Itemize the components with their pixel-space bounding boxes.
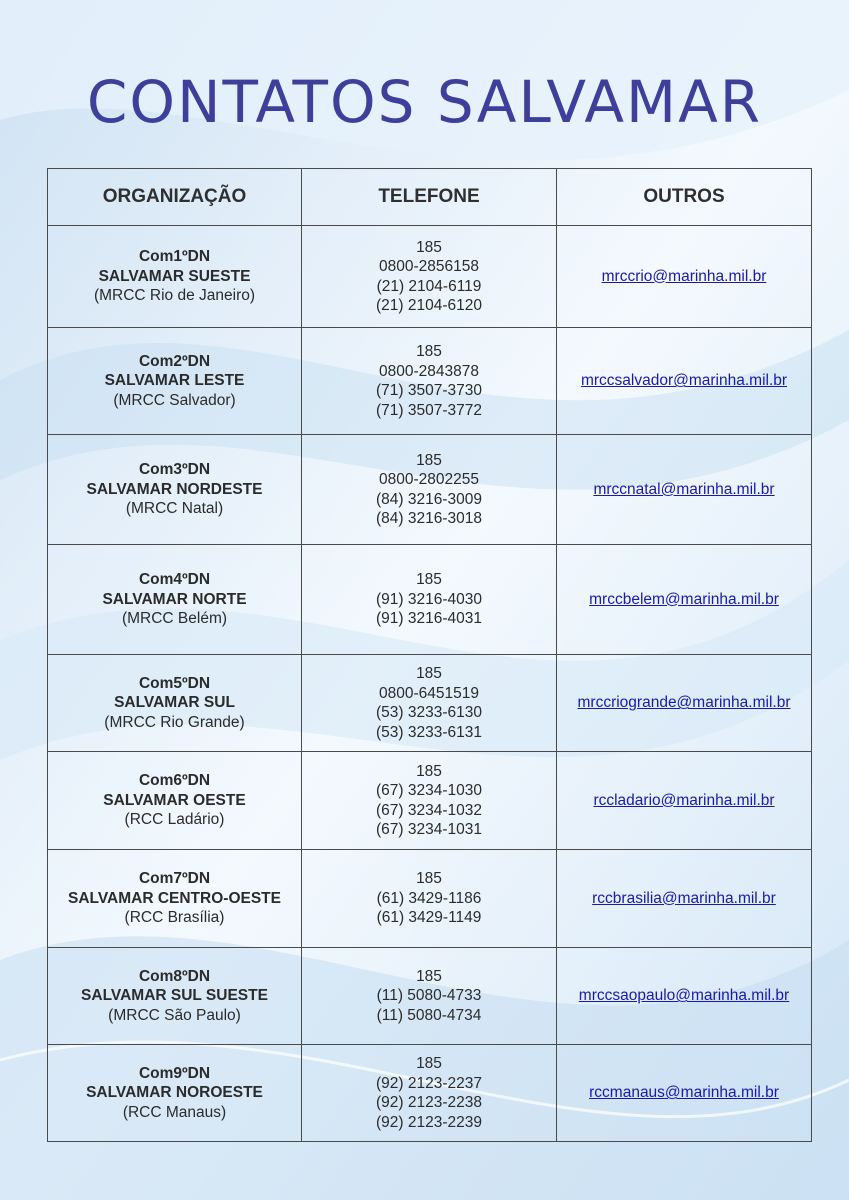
organization-code: Com9ºDN xyxy=(138,1064,211,1082)
phone-number: (21) 2104-6120 xyxy=(376,297,482,314)
phone-number: 185 xyxy=(416,343,442,360)
header-row xyxy=(48,169,812,226)
header-organization: ORGANIZAÇÃO xyxy=(48,169,302,226)
table-row xyxy=(48,545,812,655)
organization-name: SALVAMAR SUL SUESTE xyxy=(81,987,268,1005)
organization-note: (RCC Manaus) xyxy=(122,1103,227,1121)
email-link[interactable]: mrccsalvador@marinha.mil.br xyxy=(580,372,788,390)
organization-note: (RCC Brasília) xyxy=(124,909,225,927)
header-other: OUTROS xyxy=(557,169,812,226)
phone-number: 185 xyxy=(416,238,442,256)
phone-number: 185 xyxy=(416,967,442,985)
email-link[interactable]: rccladario@marinha.mil.br xyxy=(593,791,775,809)
organization-cell xyxy=(48,850,302,948)
email-link[interactable]: mrccrio@marinha.mil.br xyxy=(601,267,767,285)
phone-number: (92) 2123-2239 xyxy=(376,1113,482,1131)
table-row xyxy=(48,1045,812,1142)
organization-code: Com6ºDN xyxy=(138,772,211,790)
phone-cell xyxy=(302,226,557,328)
organization-cell xyxy=(48,226,302,328)
phone-number: 185 xyxy=(416,451,442,469)
phone-number: 185 xyxy=(416,762,442,780)
organization-cell xyxy=(48,435,302,545)
organization-code: Com3ºDN xyxy=(138,461,211,479)
phone-number: (67) 3234-1031 xyxy=(376,821,482,838)
other-cell xyxy=(557,752,812,850)
contacts-table xyxy=(47,168,812,1142)
other-cell xyxy=(557,435,812,545)
organization-name: SALVAMAR NORTE xyxy=(102,590,247,608)
phone-number: (92) 2123-2238 xyxy=(376,1094,482,1111)
table-row xyxy=(48,655,812,752)
table-row xyxy=(48,328,812,435)
page-title: CONTATOS SALVAMAR xyxy=(86,68,763,136)
phone-number: (71) 3507-3772 xyxy=(376,401,482,419)
email-link[interactable]: mrccnatal@marinha.mil.br xyxy=(593,480,775,498)
organization-note: (RCC Ladário) xyxy=(124,811,225,829)
phone-number: 185 xyxy=(416,665,442,682)
organization-code: Com5ºDN xyxy=(138,674,211,692)
organization-name: SALVAMAR NOROESTE xyxy=(86,1084,263,1102)
phone-cell xyxy=(302,435,557,545)
phone-number: (11) 5080-4733 xyxy=(376,987,482,1005)
phone-number: (61) 3429-1149 xyxy=(376,909,482,927)
phone-number: (61) 3429-1186 xyxy=(376,889,482,907)
phone-number: (67) 3234-1030 xyxy=(376,782,482,799)
email-link[interactable]: mrccbelem@marinha.mil.br xyxy=(589,590,779,608)
phone-number: 185 xyxy=(416,1055,442,1072)
phone-number: (67) 3234-1032 xyxy=(376,801,482,819)
organization-code: Com1ºDN xyxy=(138,248,211,266)
table-row xyxy=(48,948,812,1045)
phone-cell xyxy=(302,655,557,752)
phone-number: (92) 2123-2237 xyxy=(376,1074,482,1092)
organization-code: Com2ºDN xyxy=(138,352,211,370)
phone-number: 0800-2843878 xyxy=(379,362,479,380)
phone-number: (71) 3507-3730 xyxy=(376,382,482,399)
organization-name: SALVAMAR SUESTE xyxy=(98,267,251,285)
organization-code: Com4ºDN xyxy=(138,571,211,589)
organization-cell xyxy=(48,655,302,752)
table-row xyxy=(48,435,812,545)
organization-cell xyxy=(48,545,302,655)
phone-cell xyxy=(302,545,557,655)
organization-note: (MRCC Rio Grande) xyxy=(104,713,245,731)
organization-cell xyxy=(48,752,302,850)
organization-code: Com7ºDN xyxy=(138,870,211,888)
organization-note: (MRCC Salvador) xyxy=(113,391,236,409)
phone-number: 0800-2802255 xyxy=(379,471,479,488)
organization-name: SALVAMAR CENTRO-OESTE xyxy=(68,889,281,907)
phone-number: (84) 3216-3009 xyxy=(376,490,482,508)
email-link[interactable]: mrccsaopaulo@marinha.mil.br xyxy=(578,987,790,1005)
other-cell xyxy=(557,655,812,752)
organization-name: SALVAMAR LESTE xyxy=(104,372,245,390)
other-cell xyxy=(557,1045,812,1142)
email-link[interactable]: rccmanaus@marinha.mil.br xyxy=(589,1084,779,1102)
other-cell xyxy=(557,948,812,1045)
organization-name: SALVAMAR SUL xyxy=(114,694,235,712)
phone-number: (21) 2104-6119 xyxy=(376,277,482,295)
email-link[interactable]: rccbrasilia@marinha.mil.br xyxy=(592,889,776,907)
phone-cell xyxy=(302,850,557,948)
phone-number: (11) 5080-4734 xyxy=(376,1006,482,1024)
phone-cell xyxy=(302,1045,557,1142)
table-row xyxy=(48,850,812,948)
phone-number: (53) 3233-6130 xyxy=(376,704,482,721)
phone-number: 185 xyxy=(416,870,442,888)
table-row xyxy=(48,226,812,328)
organization-cell xyxy=(48,948,302,1045)
organization-name: SALVAMAR OESTE xyxy=(103,791,246,809)
organization-name: SALVAMAR NORDESTE xyxy=(86,480,263,498)
organization-note: (MRCC São Paulo) xyxy=(108,1006,241,1024)
phone-number: (91) 3216-4031 xyxy=(376,610,482,628)
organization-cell xyxy=(48,328,302,435)
phone-number: (53) 3233-6131 xyxy=(376,723,482,741)
organization-note: (MRCC Belém) xyxy=(121,610,228,628)
other-cell xyxy=(557,226,812,328)
phone-number: 0800-6451519 xyxy=(379,684,479,702)
phone-cell xyxy=(302,328,557,435)
phone-cell xyxy=(302,752,557,850)
phone-number: 185 xyxy=(416,571,442,589)
phone-number: (91) 3216-4030 xyxy=(376,590,482,608)
table-row xyxy=(48,752,812,850)
phone-number: 0800-2856158 xyxy=(379,258,479,275)
email-link[interactable]: mrccriogrande@marinha.mil.br xyxy=(577,694,791,712)
header-phone: TELEFONE xyxy=(302,169,557,226)
organization-cell xyxy=(48,1045,302,1142)
other-cell xyxy=(557,850,812,948)
other-cell xyxy=(557,328,812,435)
organization-code: Com8ºDN xyxy=(138,967,211,985)
phone-cell xyxy=(302,948,557,1045)
other-cell xyxy=(557,545,812,655)
organization-note: (MRCC Rio de Janeiro) xyxy=(93,287,256,305)
organization-note: (MRCC Natal) xyxy=(125,500,224,518)
phone-number: (84) 3216-3018 xyxy=(376,510,482,527)
